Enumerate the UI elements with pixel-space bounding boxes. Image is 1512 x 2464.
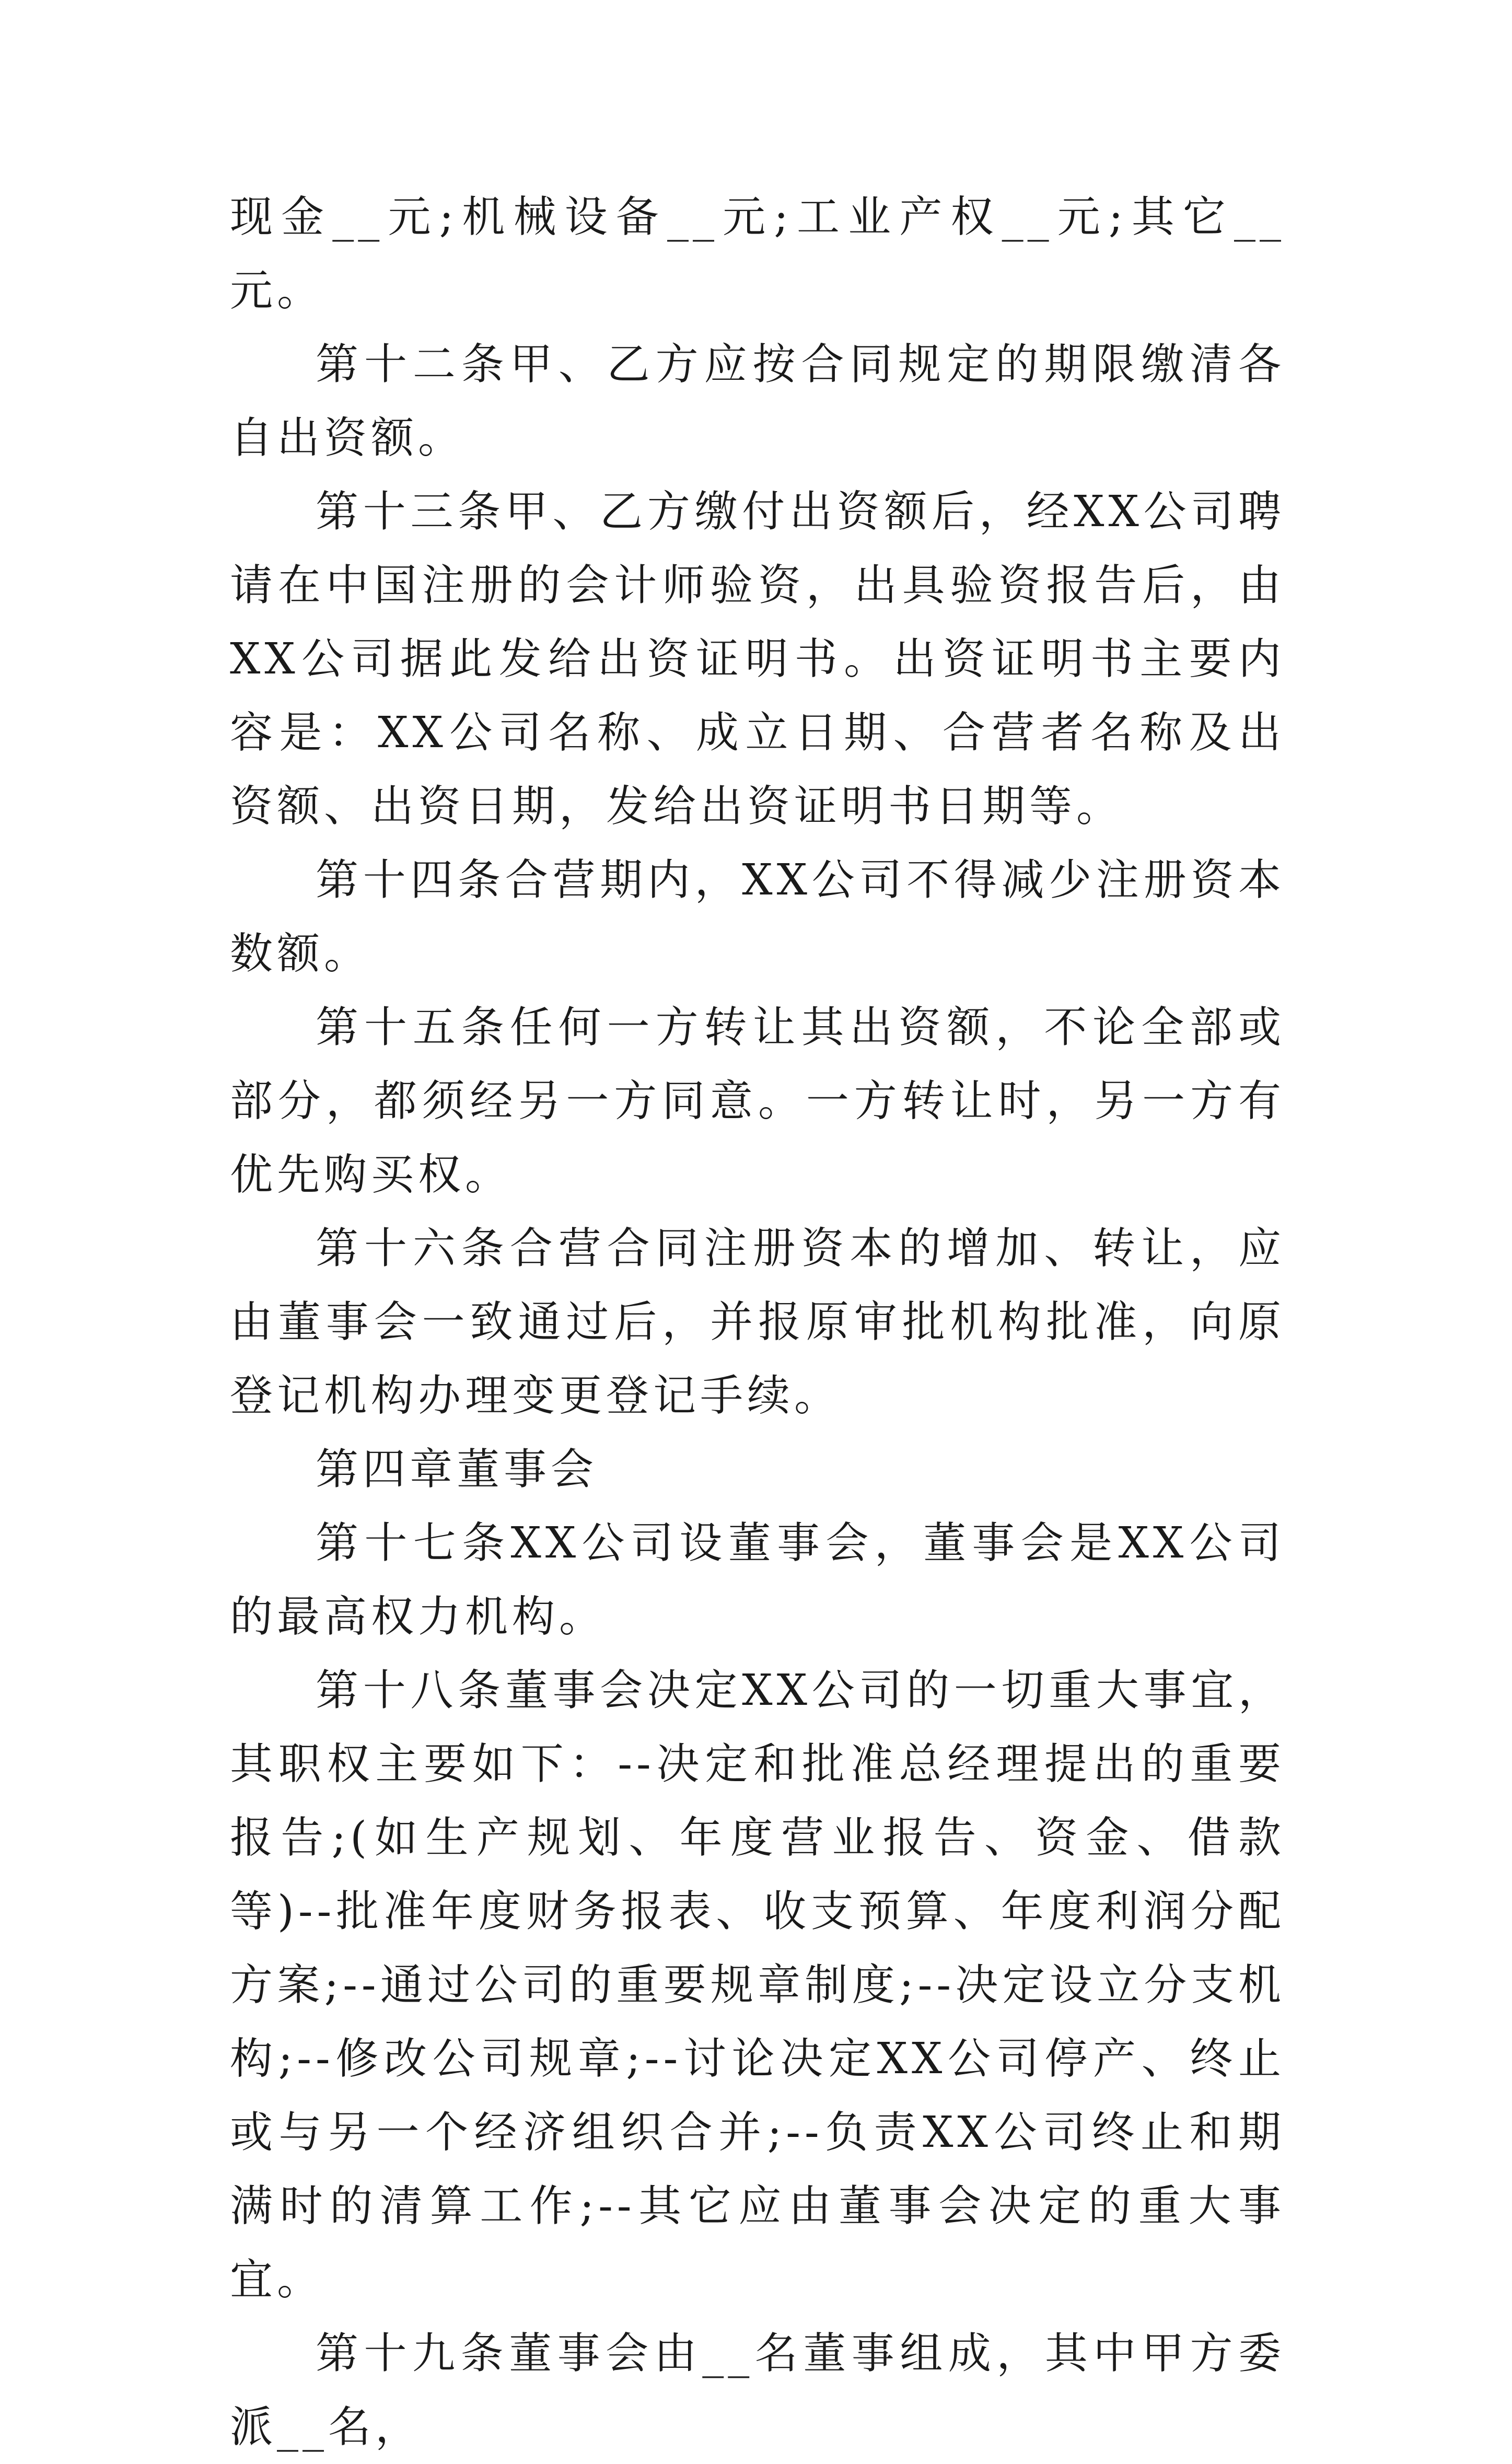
paragraph-article-15: 第十五条任何一方转让其出资额，不论全部或部分，都须经另一方同意。一方转让时，另一方有优先购买权。 bbox=[230, 1003, 1285, 1200]
paragraph-article-17: 第十七条XX公司设董事会，董事会是XX公司的最高权力机构。 bbox=[230, 1518, 1285, 1642]
paragraph-article-19: 第十九条董事会由__名董事组成，其中甲方委派__名， bbox=[230, 2329, 1285, 2452]
document-body bbox=[230, 180, 1285, 2464]
paragraph-article-12: 第十二条甲、乙方应按合同规定的期限缴清各自出资额。 bbox=[230, 340, 1285, 463]
paragraph-article-14: 第十四条合营期内，XX公司不得减少注册资本数额。 bbox=[230, 855, 1285, 979]
paragraph-article-18: 第十八条董事会决定XX公司的一切重大事宜，其职权主要如下：--决定和批准总经理提出的重要报告;(如生产规划、年度营业报告、资金、借款等)--批准年度财务报表、收支预算、年度利润分配方案;--通过公司的重要规章制度;--决定设立分支机构;--修改公司规章;--讨论决定XX公司停产、终止或与另一个经济组织合并;--负责XX公司终止和期满时的清算工作;--其它应由董事会决定的重大事宜。 bbox=[230, 1666, 1285, 2305]
paragraph-capital-items: 现金__元;机械设备__元;工业产权__元;其它__元。 bbox=[230, 192, 1285, 316]
paragraph-article-13: 第十三条甲、乙方缴付出资额后，经XX公司聘请在中国注册的会计师验资，出具验资报告后，由XX公司据此发给出资证明书。出资证明书主要内容是：XX公司名称、成立日期、合营者名称及出资额、出资日期，发给出资证明书日期等。 bbox=[230, 487, 1285, 831]
chapter-heading-board: 第四章董事会 bbox=[316, 1445, 598, 1494]
paragraph-article-16: 第十六条合营合同注册资本的增加、转让，应由董事会一致通过后，并报原审批机构批准，向原登记机构办理变更登记手续。 bbox=[230, 1224, 1285, 1421]
